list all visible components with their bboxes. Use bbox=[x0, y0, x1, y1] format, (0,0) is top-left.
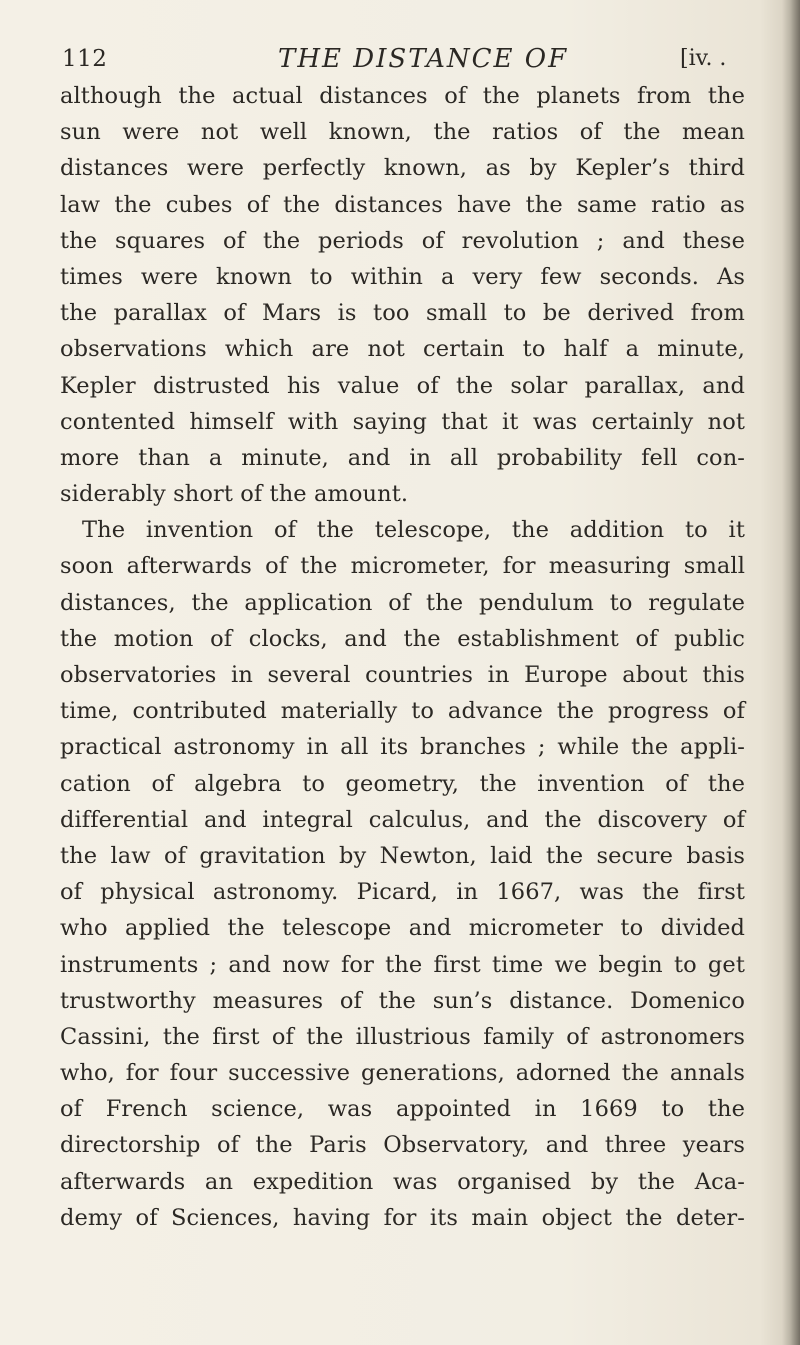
text-line: distances, the application of the pendulum to regulate bbox=[60, 589, 745, 616]
text-line: Cassini, the first of the illustrious family of astronomers bbox=[60, 1023, 745, 1050]
text-line: of French science, was appointed in 1669 to the bbox=[60, 1096, 745, 1123]
text-line: the parallax of Mars is too small to be derived from bbox=[60, 300, 745, 327]
text-line: distances were perfectly known, as by Kepler’s third bbox=[60, 155, 745, 182]
text-line: law the cubes of the distances have the same ratio as bbox=[60, 191, 745, 218]
text-line: observations which are not certain to half a minute, bbox=[60, 336, 745, 363]
text-line: practical astronomy in all its branches ; while the appli- bbox=[60, 734, 745, 761]
text-line: time, contributed materially to advance the progress of bbox=[60, 698, 745, 725]
paragraph-last-line: siderably short of the amount. bbox=[60, 481, 409, 508]
text-line: who applied the telescope and micrometer to divided bbox=[60, 915, 745, 942]
text-line: demy of Sciences, having for its main object the deter- bbox=[60, 1204, 745, 1231]
text-line: differential and integral calculus, and the discovery of bbox=[60, 806, 745, 833]
text-line: the squares of the periods of revolution ; and these bbox=[60, 227, 745, 254]
text-line: of physical astronomy. Picard, in 1667, was the first bbox=[60, 879, 745, 906]
text-line: contented himself with saying that it was certainly not bbox=[60, 408, 745, 435]
text-line: trustworthy measures of the sun’s distance. Domenico bbox=[60, 987, 745, 1014]
text-line: Kepler distrusted his value of the solar parallax, and bbox=[60, 372, 745, 399]
text-line: afterwards an expedition was organised by the Aca- bbox=[60, 1168, 745, 1195]
text-line: the motion of clocks, and the establishment of public bbox=[60, 625, 745, 652]
text-line: more than a minute, and in all probability fell con- bbox=[60, 444, 745, 471]
section-mark: [iv. . bbox=[680, 46, 727, 71]
text-line: times were known to within a very few seconds. As bbox=[60, 263, 745, 290]
text-line: who, for four successive generations, adorned the annals bbox=[60, 1060, 745, 1087]
text-line: instruments ; and now for the first time we begin to get bbox=[60, 951, 745, 978]
paragraph-first-line: The invention of the telescope, the addition to it bbox=[82, 517, 745, 544]
text-line: cation of algebra to geometry, the invention of the bbox=[60, 770, 745, 797]
body-text bbox=[60, 78, 745, 1236]
running-title: THE DISTANCE OF bbox=[278, 44, 569, 74]
text-line: directorship of the Paris Observatory, and three years bbox=[60, 1132, 745, 1159]
text-line: observatories in several countries in Europe about this bbox=[60, 662, 745, 688]
text-line: although the actual distances of the planets from the bbox=[60, 83, 745, 109]
text-line: the law of gravitation by Newton, laid the secure basis bbox=[60, 842, 745, 869]
page-number: 112 bbox=[62, 46, 108, 72]
text-line: sun were not well known, the ratios of the mean bbox=[60, 119, 745, 146]
page-binding-shadow bbox=[782, 0, 800, 1345]
text-line: soon afterwards of the micrometer, for measuring small bbox=[60, 553, 745, 580]
